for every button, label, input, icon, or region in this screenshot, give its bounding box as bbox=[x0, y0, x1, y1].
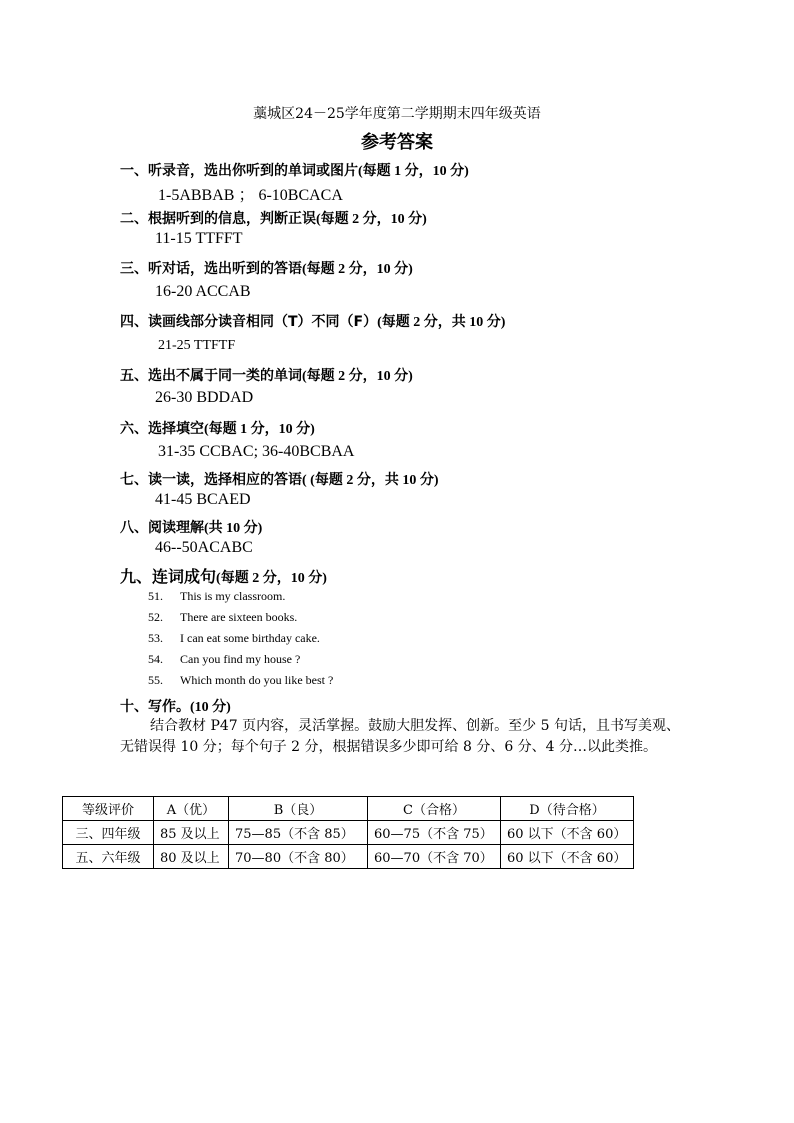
table-header-cell: B（良） bbox=[229, 797, 368, 821]
table-header-cell: A（优） bbox=[154, 797, 229, 821]
grade-table bbox=[62, 796, 634, 869]
table-header-cell: D（待合格） bbox=[501, 797, 634, 821]
section-6-title: 选择填空 bbox=[148, 421, 204, 437]
document-title: 藁城区24－25学年度第二学期期末四年级英语 bbox=[253, 106, 541, 122]
table-cell: 五、六年级 bbox=[63, 845, 154, 869]
section-6-answer: 31-35 CCBAC; 36-40BCBAA bbox=[158, 443, 355, 460]
section-5-answer: 26-30 BDDAD bbox=[155, 389, 254, 406]
section-4-points: (每题 2 分，共 10 分) bbox=[377, 315, 506, 330]
section-5-title: 选出不属于同一类的单词 bbox=[148, 368, 302, 384]
section-4-heading bbox=[120, 311, 505, 331]
section-10-title: 写作。 bbox=[148, 699, 190, 715]
table-header-cell: 等级评价 bbox=[63, 797, 154, 821]
table-cell: 60 以下（不含 60） bbox=[501, 845, 634, 869]
section-5-points: (每题 2 分，10 分) bbox=[302, 369, 413, 384]
section-2-points: (每题 2 分，10 分) bbox=[316, 212, 427, 227]
section-9-points: (每题 2 分，10 分) bbox=[216, 571, 327, 586]
section-2-number: 二、 bbox=[120, 211, 148, 227]
section-8-answer: 46--50ACABC bbox=[155, 539, 253, 556]
section-1-title: 听录音，选出你听到的单词或图片 bbox=[148, 163, 358, 179]
section-7-heading bbox=[120, 469, 439, 489]
section-1-answer: 1-5ABBAB ； 6-10BCACA bbox=[158, 187, 343, 204]
section-9-title: 连词成句 bbox=[152, 567, 217, 586]
section-1-heading bbox=[120, 160, 469, 180]
table-cell: 60—75（不含 75） bbox=[368, 821, 501, 845]
section-2-title: 根据听到的信息，判断正误 bbox=[148, 211, 316, 227]
section-6-number: 六、 bbox=[120, 421, 148, 437]
section-10-heading bbox=[120, 696, 231, 716]
section-6-heading bbox=[120, 418, 315, 438]
section-8-points: (共 10 分) bbox=[204, 521, 263, 536]
table-cell: 75—85（不含 85） bbox=[229, 821, 368, 845]
section-9-number: 九、 bbox=[120, 567, 153, 586]
section-5-number: 五、 bbox=[120, 368, 148, 384]
writing-scoring-text: 结合教材 P47 页内容，灵活掌握。鼓励大胆发挥、创新。至少 5 句话，且书写美观、无错误得 10 分；每个句子 2 分，根据错误多少即可给 8 分、6 分、4 分…以此类推。 bbox=[120, 718, 680, 755]
section-3-heading bbox=[120, 258, 413, 278]
section-10-number: 十、 bbox=[120, 699, 148, 715]
section-3-answer: 16-20 ACCAB bbox=[155, 283, 251, 300]
section-2-answer: 11-15 TTFFT bbox=[155, 230, 243, 247]
section-8-number: 八、 bbox=[120, 520, 148, 536]
section-4-number: 四、 bbox=[120, 314, 148, 330]
document-subtitle: 参考答案 bbox=[361, 132, 433, 153]
section-9-heading bbox=[120, 564, 327, 587]
section-7-number: 七、 bbox=[120, 472, 148, 488]
section-1-number: 一、 bbox=[120, 163, 148, 179]
writing-scoring-paragraph bbox=[120, 716, 680, 758]
table-header-cell: C（合格） bbox=[368, 797, 501, 821]
section-1-points: (每题 1 分，10 分) bbox=[358, 164, 469, 179]
section-8-title: 阅读理解 bbox=[148, 520, 204, 536]
section-7-answer: 41-45 BCAED bbox=[155, 491, 251, 508]
table-cell: 80 及以上 bbox=[154, 845, 229, 869]
section-3-points: (每题 2 分，10 分) bbox=[302, 262, 413, 277]
table-cell: 三、四年级 bbox=[63, 821, 154, 845]
table-cell: 70—80（不含 80） bbox=[229, 845, 368, 869]
table-cell: 85 及以上 bbox=[154, 821, 229, 845]
section-7-points: ( (每题 2 分，共 10 分) bbox=[302, 473, 439, 488]
section-2-heading bbox=[120, 208, 427, 228]
section-3-title: 听对话，选出听到的答语 bbox=[148, 261, 302, 277]
table-cell: 60 以下（不含 60） bbox=[501, 821, 634, 845]
section-6-points: (每题 1 分，10 分) bbox=[204, 422, 315, 437]
section-8-heading bbox=[120, 517, 262, 537]
table-header-row bbox=[63, 797, 634, 821]
section-4-answer: 21-25 TTFTF bbox=[158, 338, 236, 353]
section-7-title: 读一读，选择相应的答语 bbox=[148, 472, 302, 488]
table-cell: 60—70（不含 70） bbox=[368, 845, 501, 869]
section-4-title: 读画线部分读音相同（T）不同（F） bbox=[148, 314, 378, 330]
table-row bbox=[63, 821, 634, 845]
table-row bbox=[63, 845, 634, 869]
section-5-heading bbox=[120, 365, 413, 385]
answer-key-page: 藁城区24－25学年度第二学期期末四年级英语 参考答案 一、听录音，选出你听到的单词或图片(每题 1 分，10 分) 1-5ABBAB ； 6-10BCACA 二、根据听到的信息，判断正误(每题 2 分，10 分) 11-15 TTFFT 三、听对话，选出听到的答语(每题 2 分，10 分) 16-20 ACCAB 四、读画线部分读音相同（T）不同（F）(每题 2 分，共 10 分) 21-25 TTFTF 五、选出不属于同一类的单词(每题 2 分，10 分) 26-30 BDDAD 六、选择填空(每题 1 分，10 分) 31-35 CCBAC; 36-40BCBAA 七、读一读，选择相应的答语( (每题 2 分，共 10 分) 41-45 BCAED 八、阅读理解(共 10 分) 46--50ACABC 九、连词成句(每题 2 分，10 分) 51. This is my classroom. 52. There are sixteen books. 53. I can eat some birthday cake. 54. Can you find my house ? 55. Which month do you like best ? 十、写作。(10 分) 结合教材 P47 页内容，灵活掌握。鼓励大胆发挥、创新。至少 5 句话，且书写美观、无错误得 10 分；每个句子 2 分，根据错误多少即可给 8 分、6 分、4 分…以此类推。 等级评价 A（优） B（良） C（合格） D（待合格） 三、四年级 85 及以上 75—85（不含 85） 60—75（不含 75） 60 以下（不含 60） 五、六年级 80 及以上 70—80（不含 80） 60—70（不含 70） 60 以下（不含 60） bbox=[0, 0, 794, 1123]
section-10-points: (10 分) bbox=[190, 700, 231, 715]
section-3-number: 三、 bbox=[120, 261, 148, 277]
